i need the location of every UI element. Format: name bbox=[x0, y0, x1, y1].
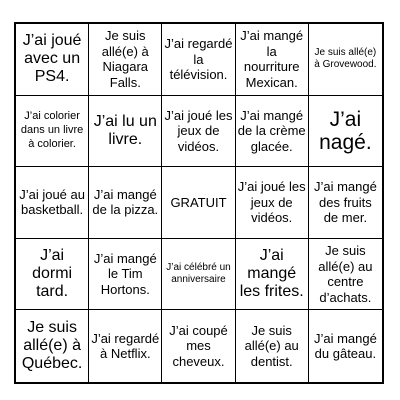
cell-text: J’ai regardé la télévision. bbox=[164, 35, 233, 83]
bingo-cell[interactable] bbox=[236, 96, 309, 168]
cell-text: J’ai nagé. bbox=[319, 107, 372, 154]
cell-text: J’ai mangé la nourriture Mexican. bbox=[240, 28, 304, 90]
cell-text: J’ai joué les jeux de vidéos. bbox=[237, 179, 306, 226]
bingo-cell[interactable] bbox=[89, 24, 162, 96]
bingo-cell[interactable] bbox=[16, 167, 89, 239]
bingo-cell[interactable] bbox=[16, 310, 89, 382]
bingo-cell[interactable] bbox=[162, 96, 235, 168]
bingo-cell[interactable] bbox=[309, 239, 382, 311]
cell-text: Je suis allé(e) à Niagara Falls. bbox=[101, 28, 149, 90]
cell-text: J’ai joué au basketball. bbox=[19, 186, 85, 218]
bingo-cell[interactable] bbox=[89, 167, 162, 239]
cell-text: J’ai regardé à Netflix. bbox=[91, 330, 160, 362]
cell-text: J’ai dormi tard. bbox=[32, 246, 73, 301]
bingo-cell[interactable] bbox=[89, 310, 162, 382]
cell-text: J’ai mangé le Tim Hortons. bbox=[93, 250, 157, 297]
cell-text: J’ai mangé des fruits de mer. bbox=[313, 179, 377, 226]
bingo-cell[interactable] bbox=[162, 310, 235, 382]
free-space-cell[interactable] bbox=[162, 167, 235, 239]
cell-text: J’ai mangé de la pizza. bbox=[92, 186, 159, 218]
bingo-cell[interactable] bbox=[236, 24, 309, 96]
cell-text: J’ai colorier dans un livre à colorier. bbox=[20, 110, 84, 150]
bingo-cell[interactable] bbox=[89, 96, 162, 168]
bingo-cell[interactable] bbox=[309, 167, 382, 239]
cell-text: J’ai joué les jeux de vidéos. bbox=[164, 107, 233, 154]
bingo-board bbox=[14, 22, 384, 384]
cell-text: J’ai joué avec un PS4. bbox=[22, 31, 82, 86]
cell-text: Je suis allé(e) à Grovewood. bbox=[314, 46, 377, 71]
bingo-cell[interactable] bbox=[309, 24, 382, 96]
bingo-cell[interactable] bbox=[162, 239, 235, 311]
bingo-cell[interactable] bbox=[16, 239, 89, 311]
bingo-cell[interactable] bbox=[16, 24, 89, 96]
cell-text: Je suis allé(e) au dentist. bbox=[244, 322, 299, 369]
cell-text: Je suis allé(e) à Québec. bbox=[21, 318, 83, 373]
cell-text: Je suis allé(e) au centre d’achats. bbox=[318, 242, 373, 305]
cell-text: J’ai mangé du gâteau. bbox=[313, 330, 377, 362]
cell-text: J’ai coupé mes cheveux. bbox=[169, 322, 228, 369]
free-space-label: GRATUIT bbox=[170, 194, 227, 210]
cell-text: J’ai célébré un anniversaire bbox=[166, 261, 231, 286]
cell-text: J’ai mangé les frites. bbox=[239, 246, 304, 301]
bingo-cell[interactable] bbox=[236, 239, 309, 311]
bingo-cell[interactable] bbox=[309, 310, 382, 382]
bingo-cell[interactable] bbox=[16, 96, 89, 168]
bingo-cell[interactable] bbox=[309, 96, 382, 168]
bingo-cell[interactable] bbox=[236, 167, 309, 239]
bingo-cell[interactable] bbox=[162, 24, 235, 96]
bingo-cell[interactable] bbox=[89, 239, 162, 311]
bingo-cell[interactable] bbox=[236, 310, 309, 382]
cell-text: J’ai lu un livre. bbox=[93, 112, 157, 148]
cell-text: J’ai mangé de la crème glacée. bbox=[237, 107, 306, 154]
